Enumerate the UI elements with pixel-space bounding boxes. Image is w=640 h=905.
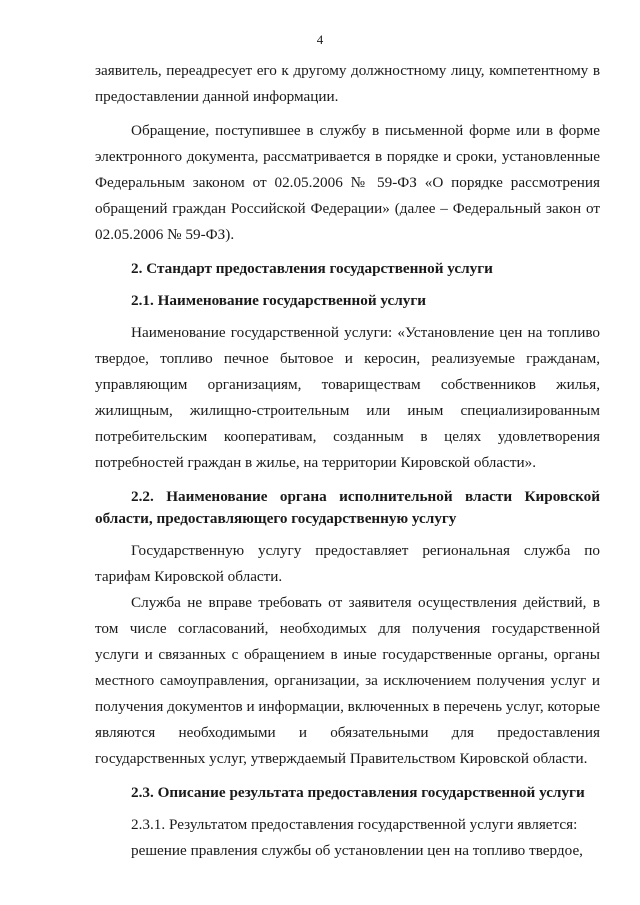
paragraph: решение правления службы об установлении цен на топливо твердое,: [131, 842, 583, 859]
document-body: [95, 58, 600, 864]
section-heading: 2. Стандарт предоставления государственной услуги: [131, 260, 493, 277]
subsection-heading: 2.3. Описание результата предоставления государственной услуги: [131, 784, 585, 801]
paragraph: Служба не вправе требовать от заявителя осуществления действий, в том числе согласований, необходимых для получения государственной услуги и связанных с обращением в иные государственные органы, органы местного самоуправления, организации, за исключением получения услуг и получения документов и информации, включенных в перечень услуг, которые являются необходимыми и обязательными для предоставления государственных услуг, утверждаемый Правительством Кировской области.: [95, 594, 601, 767]
paragraph: 2.3.1. Результатом предоставления государственной услуги является:: [131, 816, 578, 833]
paragraph: Наименование государственной услуги: «Установление цен на топливо твердое, топливо печное бытовое и керосин, реализуемые гражданам, управляющим организациям, товариществам собственников жилья, жилищным, жилищно-строительным или иным специализированным потребительским кооперативам, созданным в целях удовлетворения потребностей граждан в жилье, на территории Кировской области».: [95, 324, 600, 471]
subsection-heading: 2.1. Наименование государственной услуги: [131, 292, 427, 309]
page-number: 4: [316, 32, 324, 47]
paragraph: заявитель, переадресует его к другому должностному лицу, компетентному в предоставлении данной информации.: [95, 62, 600, 105]
paragraph: Обращение, поступившее в службу в письменной форме или в форме электронного документа, рассматривается в порядке и сроки, установленные Федеральным законом от 02.05.2006 № 59-ФЗ «О порядке рассмотрения обращений граждан Российской Федерации» (далее – Федеральный закон от 02.05.2006 № 59-ФЗ).: [95, 122, 600, 243]
subsection-heading: 2.2. Наименование органа исполнительной власти Кировской области, предоставляющего государственную услугу: [95, 488, 600, 527]
paragraph: Государственную услугу предоставляет региональная служба по тарифам Кировской области.: [95, 542, 600, 585]
